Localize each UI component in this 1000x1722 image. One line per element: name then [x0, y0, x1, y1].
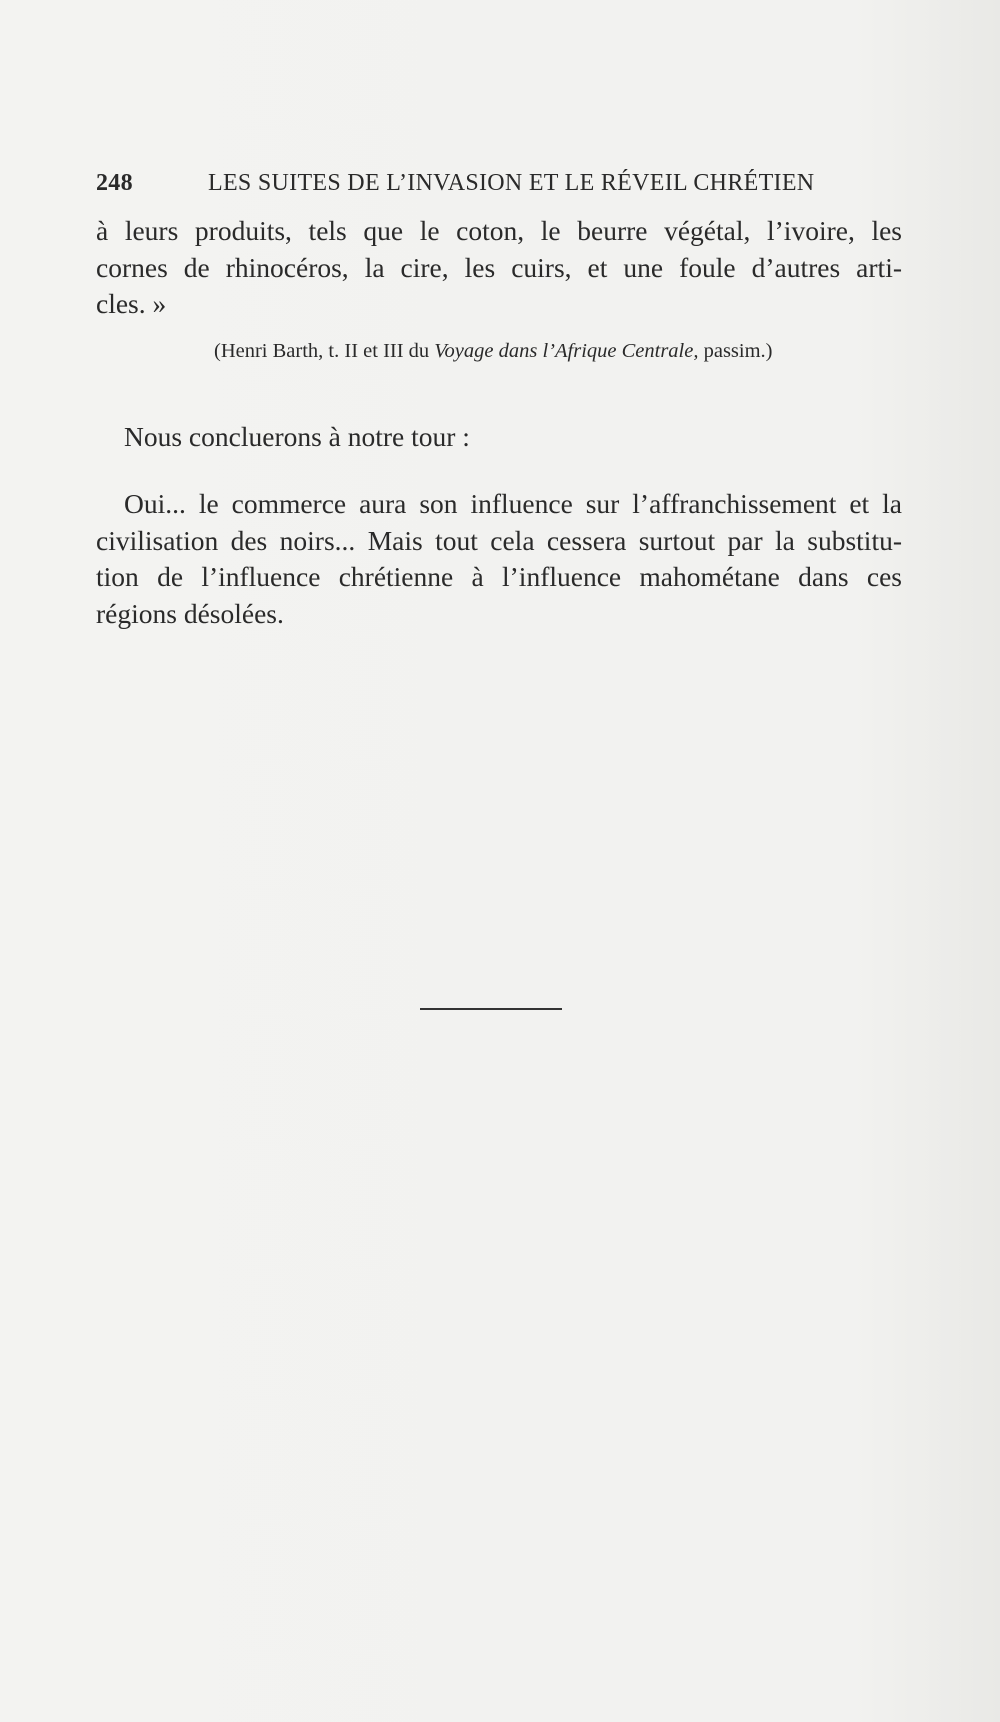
text-line: tion de l’influence chrétienne à l’influence mahométane dans ces	[96, 561, 902, 592]
citation	[214, 340, 773, 363]
citation-suffix: passim.)	[698, 340, 773, 362]
text-line: civilisation des noirs... Mais tout cela cessera surtout par la substitu-	[96, 524, 902, 556]
running-header	[96, 170, 900, 206]
text-line: à leurs produits, tels que le coton, le beurre végétal, l’ivoire, les	[96, 215, 902, 246]
quote-paragraph	[96, 213, 902, 323]
text-line: cles. »	[96, 288, 167, 319]
text-line: régions désolées.	[96, 597, 284, 629]
text-line: Oui... le commerce aura son influence sur l’affranchissement et la	[124, 488, 902, 519]
text-line: cornes de rhinocéros, la cire, les cuirs, et une foule d’autres arti-	[96, 251, 902, 283]
citation-book-title: Voyage dans l’Afrique Centrale,	[434, 340, 699, 362]
running-title: LES SUITES DE L’INVASION ET LE RÉVEIL CHRÉTIEN	[208, 170, 815, 196]
conclusion-intro: Nous concluerons à notre tour :	[124, 421, 470, 452]
citation-prefix: (Henri Barth, t. II et III du	[214, 340, 435, 362]
page-number: 248	[96, 170, 133, 196]
conclusion-paragraph	[96, 486, 902, 632]
end-rule	[420, 1008, 562, 1010]
